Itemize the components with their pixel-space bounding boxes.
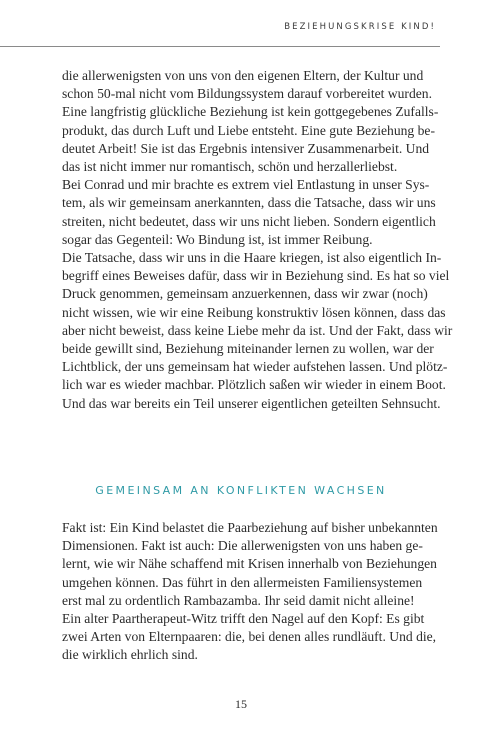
text-line: deutet Arbeit! Sie ist das Ergebnis intensiver Zusammenarbeit. Und bbox=[62, 140, 430, 156]
text-line: zwei Arten von Elternpaaren: die, bei denen alles rundläuft. Und die, bbox=[62, 629, 437, 645]
text-line: Eine langfristig glückliche Beziehung ist kein gottgegebenes Zufalls- bbox=[62, 104, 439, 120]
text-line: Druck genommen, gemeinsam anzuerkennen, dass wir zwar (noch) bbox=[62, 286, 428, 302]
text-line: aber nicht beweist, dass keine Liebe mehr da ist. Und der Fakt, dass wir bbox=[62, 322, 453, 338]
text-line: Lichtblick, der uns gemeinsam hat wieder aufstehen lassen. Und plötz- bbox=[62, 359, 448, 375]
text-line: Und das war bereits ein Teil unserer eigentlichen geteilten Sehnsucht. bbox=[62, 395, 441, 411]
section-paragraphs bbox=[62, 519, 438, 665]
text-line: lernt, wie wir Nähe schaffend mit Krisen innerhalb von Beziehungen bbox=[62, 556, 437, 572]
text-line: die allerwenigsten von uns von den eigenen Eltern, der Kultur und bbox=[62, 68, 424, 83]
text-line: umgehen können. Das führt in den allermeisten Familiensystemen bbox=[62, 574, 423, 590]
text-line: tem, als wir gemeinsam anerkannten, dass die Tatsache, dass wir uns bbox=[62, 195, 436, 211]
text-line: streiten, nicht bedeutet, dass wir uns nicht lieben. Sondern eigentlich bbox=[62, 213, 436, 229]
text-line: begriff eines Beweises dafür, dass wir in Beziehung sind. Es hat so viel bbox=[62, 268, 450, 284]
text-line: Dimensionen. Fakt ist auch: Die allerwenigsten von uns haben ge- bbox=[62, 538, 423, 554]
text-line: schon 50-mal nicht vom Bildungssystem darauf vorbereitet wurden. bbox=[62, 86, 432, 102]
text-line: nicht wissen, wie wir eine Reibung konstruktiv lösen können, dass das bbox=[62, 304, 446, 320]
text-line: die wirklich ehrlich sind. bbox=[62, 647, 198, 663]
body-paragraphs bbox=[62, 67, 453, 413]
text-line: erst mal zu ordentlich Rambazamba. Ihr seid damit nicht alleine! bbox=[62, 592, 415, 608]
text-line: Bei Conrad und mir brachte es extrem viel Entlastung in unser Sys- bbox=[62, 177, 430, 193]
text-line: beide gewillt sind, Beziehung miteinander lernen zu wollen, war der bbox=[62, 341, 434, 357]
section-heading: GEMEINSAM AN KONFLIKTEN WACHSEN bbox=[95, 484, 387, 497]
text-line: Die Tatsache, dass wir uns in die Haare kriegen, ist also eigentlich In- bbox=[62, 250, 442, 266]
text-line: Fakt ist: Ein Kind belastet die Paarbeziehung auf bisher unbekannten bbox=[62, 520, 438, 535]
page-number: 15 bbox=[235, 697, 247, 711]
text-line: Ein alter Paartherapeut-Witz trifft den Nagel auf den Kopf: Es gibt bbox=[62, 611, 425, 627]
running-header: BEZIEHUNGSKRISE KIND! bbox=[284, 22, 436, 32]
text-line: sogar das Gegenteil: Wo Bindung ist, ist immer Reibung. bbox=[62, 231, 373, 247]
text-line: lich war es wieder machbar. Plötzlich saßen wir wieder in einem Boot. bbox=[62, 377, 446, 393]
text-line: produkt, das durch Luft und Liebe entsteht. Eine gute Beziehung be- bbox=[62, 122, 435, 138]
text-line: das ist nicht immer nur romantisch, schön und herzallerliebst. bbox=[62, 159, 398, 175]
header-divider bbox=[0, 46, 440, 47]
